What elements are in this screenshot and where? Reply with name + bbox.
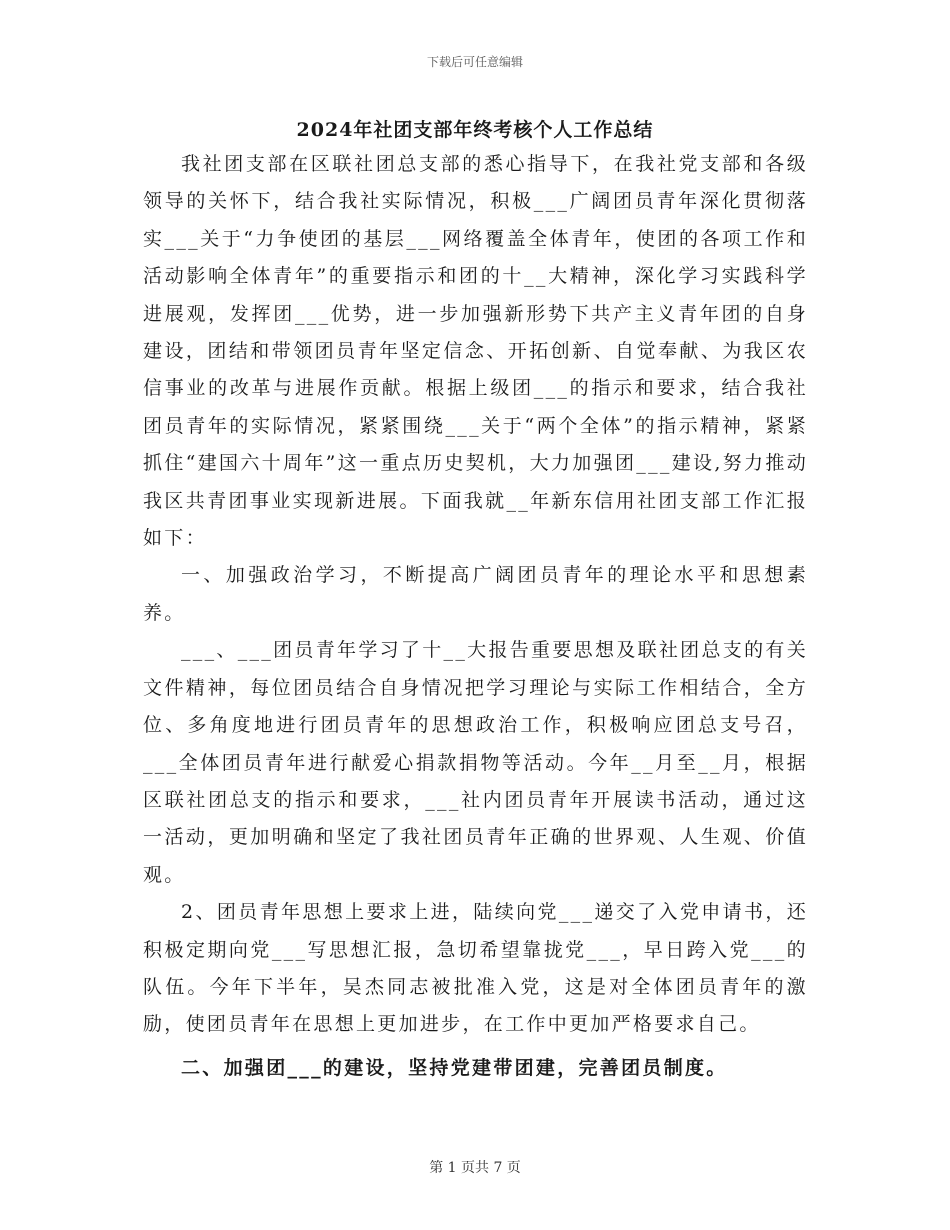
paragraph-item-1: ___、___团员青年学习了十__大报告重要思想及联社团总支的有关文件精神，每位团员结合自身情况把学习理论与实际工作相结合，全方位、多角度地进行团员青年的思想政治工作，积极响应团总支号召，___全体团员青年进行献爱心捐款捐物等活动。今年__月至__月，根据区联社团总支的指示和要求，___社内团员青年开展读书活动，通过这一活动，更加明确和坚定了我社团员青年正确的世界观、人生观、价值观。 [143, 639, 808, 886]
page-number: 第 1 页共 7 页 [429, 1160, 521, 1176]
header-note: 下载后可任意编辑 [426, 55, 523, 69]
paragraph-item-2: 2、团员青年思想上要求上进，陆续向党___递交了入党申请书，还积极定期向党___写思想汇报，急切希望靠拢党___，早日跨入党___的队伍。今年下半年，吴杰同志被批准入党，这是对全体团员青年的激励，使团员青年在思想上更加进步，在工作中更加严格要求自己。 [143, 901, 808, 1036]
document-title: 2024年社团支部年终考核个人工作总结 [296, 119, 654, 141]
paragraph-intro: 我社团支部在区联社团总支部的悉心指导下，在我社党支部和各级领导的关怀下，结合我社实际情况，积极___广阔团员青年深化贯彻落实___关于“力争使团的基层___网络覆盖全体青年，使团的各项工作和活动影响全体青年”的重要指示和团的十__大精神，深化学习实践科学进展观，发挥团___优势，进一步加强新形势下共产主义青年团的自身建设，团结和带领团员青年坚定信念、开拓创新、自觉奉献、为我区农信事业的改革与进展作贡献。根据上级团___的指示和要求，结合我社团员青年的实际情况，紧紧围绕___关于“两个全体”的指示精神，紧紧抓住“建国六十周年”这一重点历史契机，大力加强团___建设,努力推动我区共青团事业实现新进展。下面我就__年新东信用社团支部工作汇报如下： [143, 153, 808, 550]
document-body [143, 146, 808, 1087]
section-heading-2: 二、加强团___的建设，坚持党建带团建，完善团员制度。 [181, 1056, 728, 1079]
section-heading-1: 一、加强政治学习，不断提高广阔团员青年的理论水平和思想素养。 [143, 564, 808, 624]
